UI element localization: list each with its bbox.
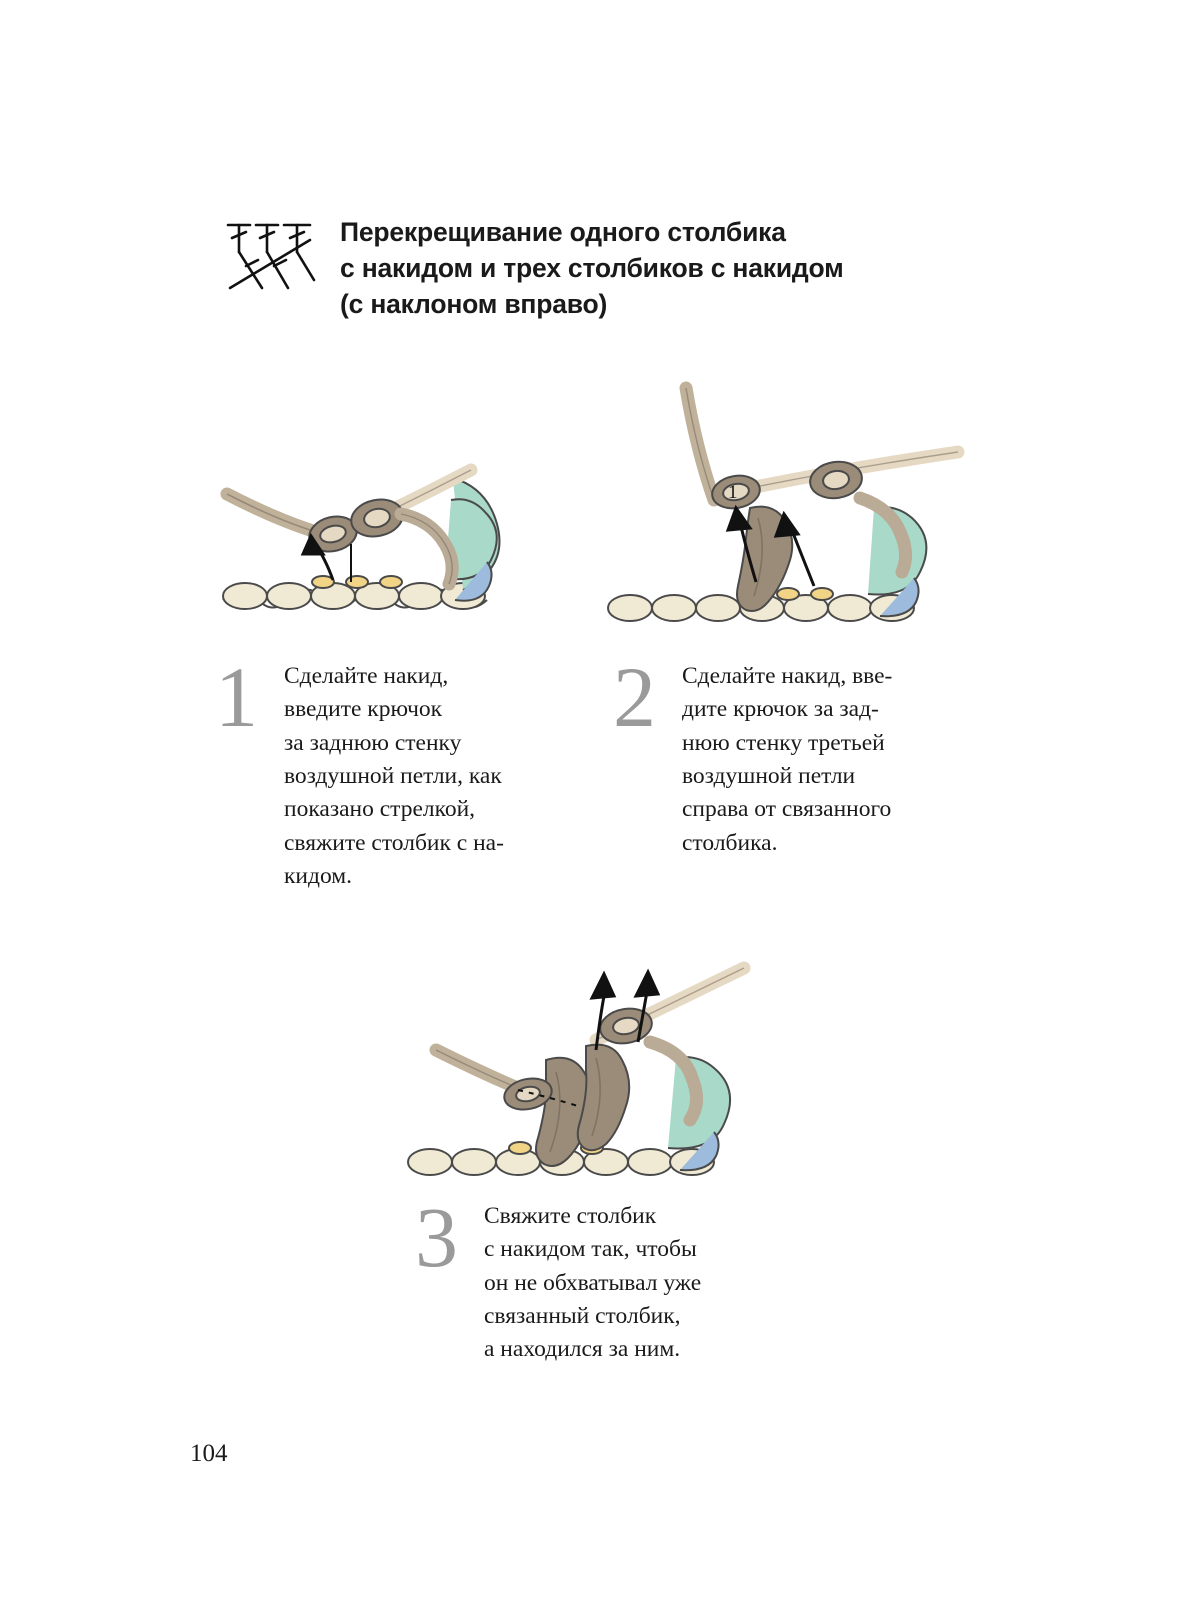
crossed-double-crochet-symbol — [222, 218, 318, 294]
step-3-line-3: он не обхватывал уже — [484, 1269, 702, 1296]
step-1-text — [284, 660, 504, 894]
step-3-number: 3 — [415, 1189, 458, 1285]
crochet-diagram-step-1 — [205, 368, 565, 658]
step-3-line-1: Свяжите столбик — [484, 1203, 657, 1229]
step-1-line-1: Сделайте накид, — [284, 663, 449, 689]
section-header — [222, 214, 962, 322]
step-3-line-2: с накидом так, чтобы — [484, 1236, 697, 1263]
step-2-line-4: воздушной петли — [682, 763, 856, 790]
title-line-3: (с наклоном вправо) — [340, 289, 608, 320]
step-1-number: 1 — [215, 649, 258, 745]
step-2-line-1: Сделайте накид, вве- — [682, 663, 893, 689]
crochet-diagram-step-3 — [400, 930, 800, 1220]
title-line-1: Перекрещивание одного столбика — [340, 217, 786, 247]
step-2-number: 2 — [613, 649, 656, 745]
figure-label-1: 1 — [728, 482, 738, 503]
step-2-text — [682, 660, 892, 860]
page-number: 104 — [190, 1440, 228, 1467]
step-3-line-4: связанный столбик, — [484, 1303, 681, 1330]
step-1 — [215, 649, 585, 894]
step-3-text — [484, 1200, 701, 1367]
step-1-line-7: кидом. — [284, 863, 352, 890]
section-title — [340, 214, 844, 322]
crochet-diagram-step-2 — [600, 368, 980, 658]
step-3 — [415, 1189, 815, 1367]
step-2-line-3: нюю стенку третьей — [682, 729, 885, 756]
step-1-line-4: воздушной петли, как — [284, 763, 502, 790]
step-3-line-5: а находился за ним. — [484, 1336, 681, 1363]
title-line-2: с накидом и трех столбиков с накидом — [340, 253, 844, 284]
step-2-line-5: справа от связанного — [682, 796, 892, 823]
step-1-line-5: показано стрелкой, — [284, 796, 476, 823]
step-2-line-6: столбика. — [682, 829, 778, 856]
step-1-line-6: свяжите столбик с на- — [284, 829, 504, 856]
step-2 — [613, 649, 993, 860]
step-1-line-2: введите крючок — [284, 696, 443, 723]
step-1-line-3: за заднюю стенку — [284, 729, 462, 756]
step-2-line-2: дите крючок за зад- — [682, 696, 879, 723]
